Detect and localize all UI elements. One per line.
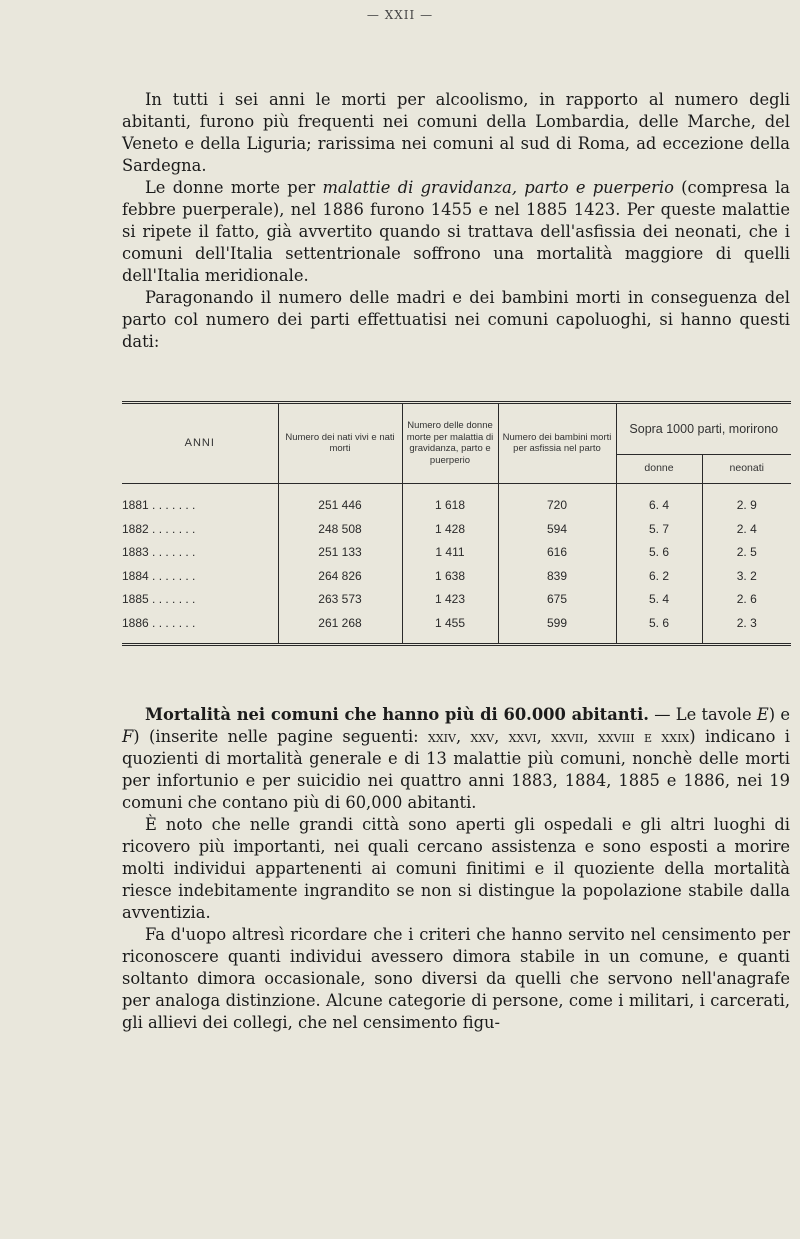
page-refs: xxiv, xxv, xxvi, xxvii, xxviii e xxix bbox=[428, 727, 690, 746]
header-nati: Numero dei nati vivi e nati morti bbox=[278, 403, 402, 484]
italic-term: malattie di gravidanza, parto e puerperio bbox=[322, 178, 674, 197]
cell-nati: 264 826 bbox=[278, 564, 402, 588]
text-span: ) indicano i quozienti di mortalità generale e di 13 malattie più comuni, nonchè delle morti per infortunio e per suicidio nei quattro anni 1883, 1884, 1885 e 1886, nei 19 comuni che contano più di 60,000 abitanti. bbox=[122, 727, 790, 812]
section-heading: Mortalità nei comuni che hanno più di 60.000 abitanti. bbox=[145, 705, 649, 724]
cell-year: 1886 . . . . . . . bbox=[122, 615, 196, 630]
table-row bbox=[122, 588, 791, 612]
after-table-text bbox=[122, 704, 790, 1034]
table-row bbox=[122, 517, 791, 541]
header-anni: ANNI bbox=[184, 436, 215, 449]
paragraph-paragonando: Paragonando il numero delle madri e dei bambini morti in conseguenza del parto col numero dei parti effettuatisi nei comuni capoluoghi, si hanno questi dati: bbox=[122, 288, 790, 351]
cell-bambini: 720 bbox=[498, 483, 616, 517]
table-row bbox=[122, 541, 791, 565]
header-donne-morte: Numero delle donne morte per malattia di gravidanza, parto e puerperio bbox=[402, 403, 498, 484]
cell-donne: 5. 6 bbox=[616, 611, 702, 644]
text-span: — Le tavole bbox=[648, 705, 757, 724]
cell-donne-morte: 1 428 bbox=[402, 517, 498, 541]
cell-donne-morte: 1 618 bbox=[402, 483, 498, 517]
cell-bambini: 594 bbox=[498, 517, 616, 541]
cell-neonati: 2. 9 bbox=[702, 483, 791, 517]
paragraph-mortalita-comuni bbox=[122, 704, 790, 814]
cell-nati: 248 508 bbox=[278, 517, 402, 541]
header-donne: donne bbox=[616, 455, 702, 484]
paragraph-donne-morte bbox=[122, 177, 790, 287]
cell-bambini: 616 bbox=[498, 541, 616, 565]
paragraph-alcoolismo: In tutti i sei anni le morti per alcoolismo, in rapporto al numero degli abitanti, furono più frequenti nei comuni della Lombardia, delle Marche, del Veneto e della Liguria; rarissima nei comuni al sud di Roma, ad eccezione della Sardegna. bbox=[122, 90, 790, 175]
text-span: ) e bbox=[768, 705, 790, 724]
cell-neonati: 2. 5 bbox=[702, 541, 791, 565]
cell-nati: 251 133 bbox=[278, 541, 402, 565]
table-row bbox=[122, 483, 791, 517]
cell-bambini: 675 bbox=[498, 588, 616, 612]
cell-neonati: 2. 3 bbox=[702, 611, 791, 644]
mortality-table bbox=[122, 401, 791, 646]
header-bambini: Numero dei bambini morti per asfissia nel parto bbox=[498, 403, 616, 484]
cell-year: 1885 . . . . . . . bbox=[122, 592, 196, 607]
paragraph-grandi-citta: È noto che nelle grandi città sono aperti gli ospedali e gli altri luoghi di ricovero più importanti, nei quali cercano assistenza e sono esposti a morire molti individui appartenenti ai comuni finitimi e il quoziente della mortalità riesce indebitamente ingrandito se non si distingue la popolazione stabile dalla avventizia. bbox=[122, 815, 790, 922]
cell-bambini: 839 bbox=[498, 564, 616, 588]
text-span: ) (inserite nelle pagine seguenti: bbox=[133, 727, 429, 746]
cell-nati: 251 446 bbox=[278, 483, 402, 517]
cell-year: 1884 . . . . . . . bbox=[122, 568, 196, 583]
table-ref-e: E bbox=[756, 705, 769, 724]
cell-year: 1881 . . . . . . . bbox=[122, 498, 196, 513]
cell-donne-morte: 1 638 bbox=[402, 564, 498, 588]
text-span: Le donne morte per bbox=[145, 178, 323, 197]
cell-donne-morte: 1 455 bbox=[402, 611, 498, 644]
intro-text bbox=[122, 89, 790, 353]
cell-neonati: 2. 4 bbox=[702, 517, 791, 541]
cell-donne: 6. 4 bbox=[616, 483, 702, 517]
page-number: — XXII — bbox=[366, 8, 434, 22]
header-sopra-1000: Sopra 1000 parti, morirono bbox=[616, 403, 791, 455]
table-row bbox=[122, 564, 791, 588]
table-row bbox=[122, 611, 791, 644]
table-ref-f: F bbox=[122, 727, 134, 746]
cell-donne: 6. 2 bbox=[616, 564, 702, 588]
cell-bambini: 599 bbox=[498, 611, 616, 644]
cell-nati: 263 573 bbox=[278, 588, 402, 612]
header-neonati: neonati bbox=[702, 455, 791, 484]
cell-donne: 5. 7 bbox=[616, 517, 702, 541]
cell-donne: 5. 4 bbox=[616, 588, 702, 612]
cell-donne: 5. 6 bbox=[616, 541, 702, 565]
cell-donne-morte: 1 423 bbox=[402, 588, 498, 612]
text-span: (compresa la febbre puerperale), nel 1886 furono 1455 e nel 1885 1423. Per queste malattie si ripete il fatto, già avvertito quando si trattava dell'asfissia dei neonati, che i comuni dell'Italia settentrionale soffrono una mortalità maggiore di quelli dell'Italia meridionale. bbox=[122, 178, 790, 285]
paragraph-criteri: Fa d'uopo altresì ricordare che i criteri che hanno servito nel censimento per riconoscere quanti individui avessero dimora stabile in un comune, e quanti soltanto dimora occasionale, sono diversi da quelli che servono nell'anagrafe per analoga distinzione. Alcune categorie di persone, come i militari, i carcerati, gli allievi dei collegi, che nel censimento figu- bbox=[122, 925, 790, 1032]
cell-year: 1883 . . . . . . . bbox=[122, 545, 196, 560]
cell-neonati: 3. 2 bbox=[702, 564, 791, 588]
cell-nati: 261 268 bbox=[278, 611, 402, 644]
cell-neonati: 2. 6 bbox=[702, 588, 791, 612]
cell-donne-morte: 1 411 bbox=[402, 541, 498, 565]
cell-year: 1882 . . . . . . . bbox=[122, 521, 196, 536]
